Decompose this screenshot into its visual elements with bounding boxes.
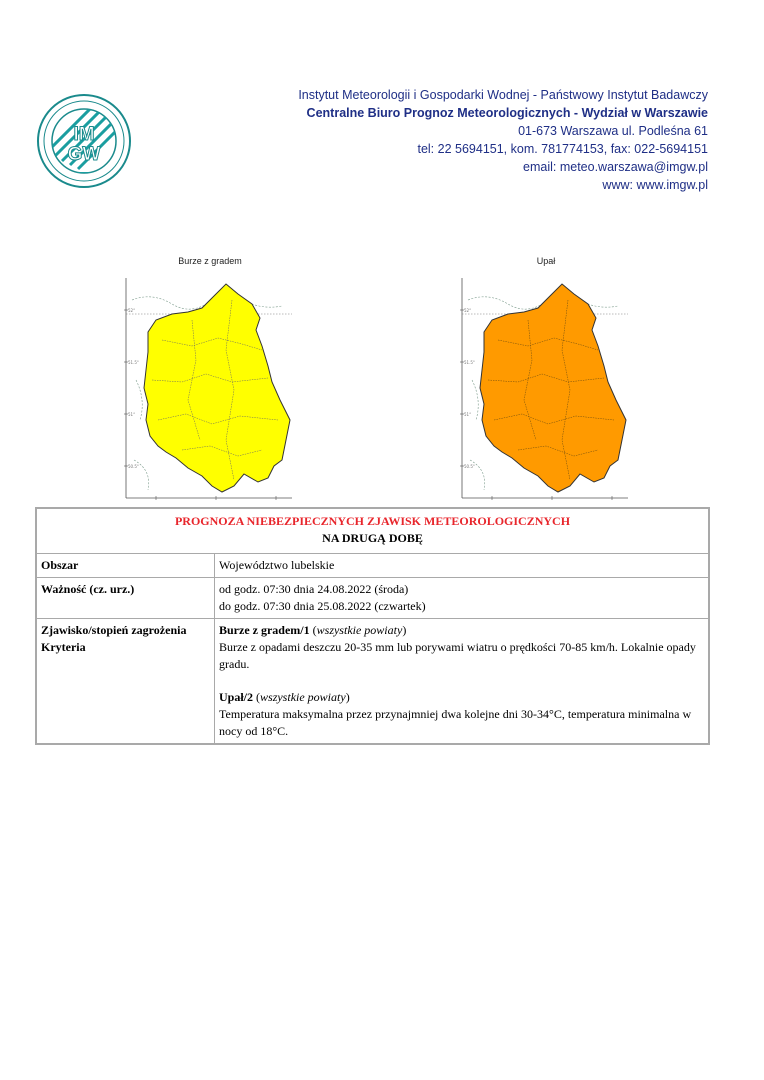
svg-text:51.5°: 51.5° <box>464 360 475 365</box>
map-title-thunderstorm: Burze z gradem <box>178 256 242 266</box>
warning-table <box>35 507 710 745</box>
validity-from: od godz. 07:30 dnia 24.08.2022 (środa) <box>219 582 409 596</box>
svg-text:51.5°: 51.5° <box>128 360 139 365</box>
validity-value <box>215 578 710 619</box>
header-office-name: Centralne Biuro Prognoz Meteorologicznych - Wydział w Warszawie <box>306 106 708 120</box>
phenomenon-description: Temperatura maksymalna przez przynajmniej dwa kolejne dni 30-34°C, temperatura minimalna w nocy od 18°C. <box>219 707 692 738</box>
svg-text:51°: 51° <box>464 412 472 417</box>
phenomenon-scope: wszystkie powiaty <box>316 623 403 637</box>
svg-text:52°: 52° <box>128 308 136 313</box>
phenomenon-name: Upał/2 <box>219 690 254 704</box>
phenomenon-row <box>36 619 709 745</box>
phenomenon-item: Upał/2 (wszystkie powiaty) <box>219 690 350 704</box>
imgw-logo-graphic <box>36 93 132 189</box>
area-label: Obszar <box>36 554 215 578</box>
imgw-logo <box>36 93 132 189</box>
phenomenon-labels <box>36 619 215 745</box>
svg-text:51°: 51° <box>128 412 136 417</box>
criteria-label: Kryteria <box>41 640 86 654</box>
phenomenon-scope: wszystkie powiaty <box>260 690 346 704</box>
phenomenon-details <box>215 619 710 745</box>
area-row <box>36 554 709 578</box>
header-address: 01-673 Warszawa ul. Podleśna 61 <box>518 124 708 138</box>
institute-header <box>298 86 708 194</box>
validity-row <box>36 578 709 619</box>
phenomenon-description: Burze z opadami deszczu 20-35 mm lub porywami wiatru o prędkości 70-85 km/h. Lokalnie opady gradu. <box>219 640 696 671</box>
header-phone: tel: 22 5694151, kom. 781774153, fax: 022-5694151 <box>417 142 708 156</box>
phenomenon-name: Burze z gradem/1 <box>219 623 310 637</box>
warning-title-line1: PROGNOZA NIEBEZPIECZNYCH ZJAWISK METEOROLOGICZNYCH <box>174 514 571 528</box>
logo-text-bottom: GW <box>67 144 101 165</box>
svg-text:50.5°: 50.5° <box>128 464 139 469</box>
header-email[interactable]: email: meteo.warszawa@imgw.pl <box>523 160 708 174</box>
map-graphic-heat <box>458 270 634 506</box>
phenomenon-item: Burze z gradem/1 (wszystkie powiaty) <box>219 623 407 637</box>
header-institute-name: Instytut Meteorologii i Gospodarki Wodnej - Państwowy Instytut Badawczy <box>298 88 708 102</box>
map-graphic-thunderstorm <box>122 270 298 506</box>
map-thunderstorm <box>122 256 298 506</box>
area-value: Województwo lubelskie <box>215 554 710 578</box>
validity-to: do godz. 07:30 dnia 25.08.2022 (czwartek) <box>219 599 426 613</box>
map-title-heat: Upał <box>536 256 556 266</box>
header-website[interactable]: www: www.imgw.pl <box>602 178 708 192</box>
phenomenon-label: Zjawisko/stopień zagrożenia <box>41 623 187 637</box>
logo-text-top: IM <box>73 124 95 145</box>
svg-text:50.5°: 50.5° <box>464 464 475 469</box>
warning-table-title <box>36 508 709 554</box>
validity-label: Ważność (cz. urz.) <box>36 578 215 619</box>
map-heat <box>458 256 634 506</box>
warning-title-line2: NA DRUGĄ DOBĘ <box>322 531 423 545</box>
svg-text:52°: 52° <box>464 308 472 313</box>
